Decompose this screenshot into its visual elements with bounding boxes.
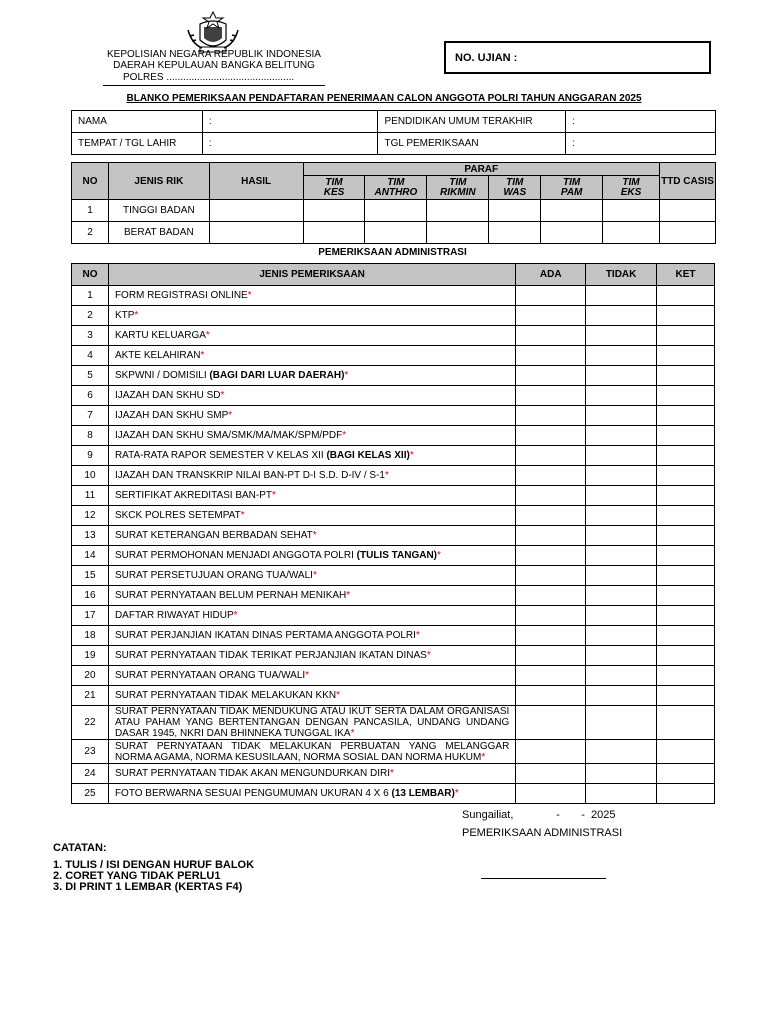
tidak-cell[interactable]	[586, 366, 657, 386]
admin-row-no: 17	[72, 606, 109, 626]
ada-cell[interactable]	[516, 366, 586, 386]
ket-cell[interactable]	[657, 646, 715, 666]
table-row	[72, 366, 715, 386]
ket-cell[interactable]	[657, 764, 715, 784]
ttd-cell[interactable]	[659, 200, 715, 222]
table-row	[72, 646, 715, 666]
ada-cell[interactable]	[516, 426, 586, 446]
table-row	[72, 706, 715, 740]
header-polres: POLRES ..............................................	[123, 72, 295, 83]
ada-cell[interactable]	[516, 486, 586, 506]
admin-row-text	[108, 740, 515, 764]
admin-section-title: PEMERIKSAAN ADMINISTRASI	[318, 247, 467, 258]
admin-row-no: 19	[72, 646, 109, 666]
name-label: NAMA	[72, 111, 203, 133]
required-asterisk: *	[305, 670, 310, 681]
admin-row-text	[108, 306, 515, 326]
tidak-cell[interactable]	[586, 486, 657, 506]
required-asterisk: *	[272, 490, 276, 501]
admin-exam-table	[71, 263, 715, 804]
required-asterisk: *	[200, 350, 205, 361]
birth-field[interactable]: :	[202, 133, 378, 155]
admin-row-no: 15	[72, 566, 109, 586]
ada-cell[interactable]	[516, 406, 586, 426]
polri-emblem	[182, 10, 244, 54]
admin-row-no: 20	[72, 666, 109, 686]
admin-row-text	[108, 666, 515, 686]
tidak-cell[interactable]	[586, 666, 657, 686]
tidak-cell[interactable]	[586, 386, 657, 406]
ket-cell[interactable]	[657, 446, 715, 466]
table-row	[72, 526, 715, 546]
admin-row-no: 25	[72, 784, 109, 804]
rik-result-cell[interactable]	[209, 222, 303, 244]
admin-row-text	[108, 406, 515, 426]
admin-item-label: SURAT PERSETUJUAN ORANG TUA/WALI	[114, 570, 313, 581]
note-item: 2. CORET YANG TIDAK PERLU1	[53, 870, 221, 882]
paraf-cell[interactable]	[365, 222, 427, 244]
tidak-cell[interactable]	[586, 566, 657, 586]
admin-item-label: SKPWNI / DOMISILI	[114, 370, 210, 381]
table-row	[72, 784, 715, 804]
note-item: 3. DI PRINT 1 LEMBAR (KERTAS F4)	[53, 881, 243, 893]
admin-row-text	[108, 586, 515, 606]
tidak-cell[interactable]	[586, 306, 657, 326]
admin-item-label: SURAT KETERANGAN BERBADAN SEHAT	[114, 530, 313, 541]
ada-cell[interactable]	[516, 506, 586, 526]
ket-cell[interactable]	[657, 566, 715, 586]
admin-item-label: FOTO BERWARNA SESUAI PENGUMUMAN UKURAN 4 X 6	[114, 788, 392, 799]
tidak-cell[interactable]	[586, 426, 657, 446]
ket-cell[interactable]	[657, 506, 715, 526]
ada-cell[interactable]	[516, 740, 586, 764]
tidak-cell[interactable]	[586, 446, 657, 466]
tidak-cell[interactable]	[586, 626, 657, 646]
tim-anthro-header: TIM ANTHRO	[365, 176, 427, 200]
tidak-cell[interactable]	[586, 740, 657, 764]
table-row	[72, 740, 715, 764]
admin-item-label: KTP	[114, 310, 135, 321]
admin-item-label: FORM REGISTRASI ONLINE	[114, 290, 248, 301]
tidak-cell[interactable]	[586, 326, 657, 346]
admin-row-no: 16	[72, 586, 109, 606]
required-asterisk: *	[385, 470, 389, 481]
admin-item-label: RATA-RATA RAPOR SEMESTER V KELAS XII	[114, 450, 327, 461]
ket-cell[interactable]	[657, 346, 715, 366]
admin-table-body	[72, 286, 715, 804]
rik-row-name: BERAT BADAN	[108, 222, 209, 244]
ada-cell[interactable]	[516, 784, 586, 804]
paraf-cell[interactable]	[303, 222, 365, 244]
admin-row-no: 12	[72, 506, 109, 526]
admin-row-no: 11	[72, 486, 109, 506]
table-row	[72, 666, 715, 686]
admin-item-label: SURAT PERNYATAAN TIDAK MELAKUKAN PERBUATAN YANG MELANGGAR NORMA AGAMA, NORMA KESUSILAAN, NORMA SOSIAL DAN NORMA HUKUM	[114, 740, 510, 763]
admin-row-no: 3	[72, 326, 109, 346]
ket-cell[interactable]	[657, 486, 715, 506]
required-asterisk: *	[220, 390, 225, 401]
ket-cell[interactable]	[657, 426, 715, 446]
note-item: 1. TULIS / ISI DENGAN HURUF BALOK	[53, 859, 255, 871]
header-org-line1: KEPOLISIAN NEGARA REPUBLIK INDONESIA	[107, 49, 321, 60]
tidak-cell[interactable]	[586, 546, 657, 566]
paraf-cell[interactable]	[603, 200, 660, 222]
admin-item-note: (TULIS TANGAN)	[356, 550, 438, 561]
required-asterisk: *	[205, 330, 210, 341]
admin-item-label: SURAT PERNYATAAN TIDAK TERIKAT PERJANJIAN IKATAN DINAS	[114, 650, 427, 661]
signature-place-date: Sungailiat, - - 2025	[462, 809, 616, 821]
ket-cell[interactable]	[657, 286, 715, 306]
admin-item-label: IJAZAH DAN TRANSKRIP NILAI BAN-PT D-I S.D. D-IV / S-1	[114, 470, 385, 481]
required-asterisk: *	[312, 570, 317, 581]
table-row	[72, 326, 715, 346]
required-asterisk: *	[312, 530, 317, 541]
admin-item-label: SURAT PERNYATAAN TIDAK MENDUKUNG ATAU IKUT SERTA DALAM ORGANISASI ATAU PAHAM YANG BERTENTANGAN DENGAN PANCASILA, UNDANG UNDANG DASAR 1945, NKRI DAN BHINNEKA TUNGGAL IKA	[114, 706, 510, 739]
ada-cell[interactable]	[516, 446, 586, 466]
admin-row-no: 24	[72, 764, 109, 784]
admin-row-text	[108, 526, 515, 546]
required-asterisk: *	[437, 550, 441, 561]
tidak-cell[interactable]	[586, 506, 657, 526]
admin-row-text	[108, 446, 515, 466]
paraf-cell[interactable]	[303, 200, 365, 222]
required-asterisk: *	[389, 768, 394, 779]
ket-cell[interactable]	[657, 686, 715, 706]
table-row	[72, 586, 715, 606]
admin-item-label: SURAT PERJANJIAN IKATAN DINAS PERTAMA ANGGOTA POLRI	[114, 630, 416, 641]
ket-cell[interactable]	[657, 466, 715, 486]
table-row	[72, 606, 715, 626]
document-title: BLANKO PEMERIKSAAN PENDAFTARAN PENERIMAAN CALON ANGGOTA POLRI TAHUN ANGGARAN 2025	[126, 93, 642, 104]
ada-cell[interactable]	[516, 566, 586, 586]
rik-no-header: NO	[72, 163, 109, 200]
table-row	[72, 506, 715, 526]
required-asterisk: *	[409, 450, 414, 461]
admin-row-text	[108, 706, 515, 740]
admin-no-header: NO	[72, 264, 109, 286]
admin-row-no: 23	[72, 740, 109, 764]
admin-row-text	[108, 506, 515, 526]
table-row	[72, 426, 715, 446]
ket-cell[interactable]	[657, 586, 715, 606]
admin-item-note: (BAGI KELAS XII)	[326, 450, 410, 461]
exam-date-field[interactable]: :	[566, 133, 716, 155]
tidak-cell[interactable]	[586, 706, 657, 740]
table-row	[72, 386, 715, 406]
ket-cell[interactable]	[657, 626, 715, 646]
rik-result-header: HASIL	[209, 163, 303, 200]
admin-row-no: 13	[72, 526, 109, 546]
ttd-casis-header: TTD CASIS	[659, 163, 715, 200]
tim-was-header: TIM WAS	[489, 176, 541, 200]
tidak-cell[interactable]	[586, 466, 657, 486]
admin-row-text	[108, 764, 515, 784]
admin-row-text	[108, 426, 515, 446]
admin-row-text	[108, 686, 515, 706]
tidak-cell[interactable]	[586, 764, 657, 784]
admin-row-no: 14	[72, 546, 109, 566]
tim-kes-header: TIM KES	[303, 176, 365, 200]
tidak-cell[interactable]	[586, 526, 657, 546]
exam-date-label: TGL PEMERIKSAAN	[378, 133, 566, 155]
ada-cell[interactable]	[516, 286, 586, 306]
admin-item-note: (13 LEMBAR)	[391, 788, 455, 799]
admin-item-label: SURAT PERNYATAAN ORANG TUA/WALI	[114, 670, 306, 681]
admin-row-no: 18	[72, 626, 109, 646]
education-field[interactable]: :	[566, 111, 716, 133]
ket-cell[interactable]	[657, 366, 715, 386]
required-asterisk: *	[426, 650, 431, 661]
admin-row-text	[108, 346, 515, 366]
ada-cell[interactable]	[516, 666, 586, 686]
required-asterisk: *	[415, 630, 420, 641]
ada-cell[interactable]	[516, 466, 586, 486]
rik-row-no: 2	[72, 222, 109, 244]
ket-cell[interactable]	[657, 740, 715, 764]
admin-item-label: DAFTAR RIWAYAT HIDUP	[114, 610, 234, 621]
table-row	[72, 566, 715, 586]
tidak-cell[interactable]	[586, 346, 657, 366]
paraf-cell[interactable]	[541, 222, 603, 244]
education-label: PENDIDIKAN UMUM TERAKHIR	[378, 111, 566, 133]
exam-number-label: NO. UJIAN :	[455, 52, 518, 64]
admin-row-no: 4	[72, 346, 109, 366]
admin-row-text	[108, 486, 515, 506]
admin-tidak-header: TIDAK	[586, 264, 657, 286]
admin-row-no: 10	[72, 466, 109, 486]
header-divider	[103, 85, 325, 86]
ket-cell[interactable]	[657, 706, 715, 740]
admin-item-label: SERTIFIKAT AKREDITASI BAN-PT	[114, 490, 273, 501]
rik-row-no: 1	[72, 200, 109, 222]
admin-row-text	[108, 546, 515, 566]
admin-row-no: 8	[72, 426, 109, 446]
required-asterisk: *	[247, 290, 252, 301]
ada-cell[interactable]	[516, 586, 586, 606]
ada-cell[interactable]	[516, 764, 586, 784]
tim-rikmin-header: TIM RIKMIN	[427, 176, 489, 200]
table-row	[72, 686, 715, 706]
required-asterisk: *	[336, 690, 341, 701]
table-row	[72, 466, 715, 486]
admin-row-no: 22	[72, 706, 109, 740]
signature-role: PEMERIKSAAN ADMINISTRASI	[462, 827, 623, 839]
notes-list	[53, 860, 254, 893]
ada-cell[interactable]	[516, 646, 586, 666]
admin-item-label: IJAZAH DAN SKHU SD	[114, 390, 221, 401]
tidak-cell[interactable]	[586, 586, 657, 606]
admin-row-text	[108, 646, 515, 666]
ket-cell[interactable]	[657, 784, 715, 804]
name-field[interactable]: :	[202, 111, 378, 133]
rik-result-cell[interactable]	[209, 200, 303, 222]
tidak-cell[interactable]	[586, 686, 657, 706]
admin-row-text	[108, 386, 515, 406]
signature-line	[481, 878, 606, 879]
table-row	[72, 406, 715, 426]
ada-cell[interactable]	[516, 686, 586, 706]
required-asterisk: *	[454, 788, 459, 799]
admin-row-no: 6	[72, 386, 109, 406]
table-row	[72, 764, 715, 784]
table-row	[72, 306, 715, 326]
table-row	[72, 286, 715, 306]
admin-row-text	[108, 366, 515, 386]
tidak-cell[interactable]	[586, 784, 657, 804]
ket-cell[interactable]	[657, 606, 715, 626]
header-org-line2: DAERAH KEPULAUAN BANGKA BELITUNG	[113, 60, 315, 71]
tidak-cell[interactable]	[586, 286, 657, 306]
ada-cell[interactable]	[516, 346, 586, 366]
physical-exam-table	[71, 162, 716, 244]
table-row	[72, 546, 715, 566]
admin-item-label: SKCK POLRES SETEMPAT	[114, 510, 241, 521]
tim-eks-header: TIM EKS	[603, 176, 660, 200]
admin-item-label: SURAT PERMOHONAN MENJADI ANGGOTA POLRI	[114, 550, 357, 561]
admin-item-label: KARTU KELUARGA	[114, 330, 206, 341]
admin-row-text	[108, 326, 515, 346]
table-row	[72, 626, 715, 646]
tidak-cell[interactable]	[586, 406, 657, 426]
paraf-header: PARAF	[303, 163, 659, 176]
admin-row-no: 5	[72, 366, 109, 386]
admin-item-label: SURAT PERNYATAAN BELUM PERNAH MENIKAH	[114, 590, 347, 601]
admin-row-no: 2	[72, 306, 109, 326]
admin-item-label: SURAT PERNYATAAN TIDAK MELAKUKAN KKN	[114, 690, 337, 701]
table-row	[72, 200, 716, 222]
required-asterisk: *	[344, 370, 349, 381]
admin-row-no: 7	[72, 406, 109, 426]
admin-row-text	[108, 286, 515, 306]
admin-item-label: IJAZAH DAN SKHU SMA/SMK/MA/MAK/SPM/PDF	[114, 430, 343, 441]
ada-cell[interactable]	[516, 306, 586, 326]
identity-table	[71, 110, 716, 155]
admin-row-no: 9	[72, 446, 109, 466]
ket-cell[interactable]	[657, 326, 715, 346]
paraf-cell[interactable]	[489, 222, 541, 244]
ada-cell[interactable]	[516, 706, 586, 740]
table-row	[72, 346, 715, 366]
exam-number-box[interactable]	[444, 41, 711, 74]
required-asterisk: *	[481, 751, 486, 763]
paraf-cell[interactable]	[489, 200, 541, 222]
required-asterisk: *	[228, 410, 233, 421]
table-row	[72, 446, 715, 466]
ada-cell[interactable]	[516, 606, 586, 626]
required-asterisk: *	[342, 430, 347, 441]
required-asterisk: *	[350, 728, 355, 739]
admin-row-text	[108, 466, 515, 486]
admin-row-no: 1	[72, 286, 109, 306]
tim-pam-header: TIM PAM	[541, 176, 603, 200]
admin-row-text	[108, 606, 515, 626]
admin-item-note: (BAGI DARI LUAR DAERAH)	[209, 370, 345, 381]
paraf-cell[interactable]	[603, 222, 660, 244]
required-asterisk: *	[346, 590, 351, 601]
ttd-cell[interactable]	[659, 222, 715, 244]
admin-type-header: JENIS PEMERIKSAAN	[108, 264, 515, 286]
admin-item-label: SURAT PERNYATAAN TIDAK AKAN MENGUNDURKAN DIRI	[114, 768, 390, 779]
ket-cell[interactable]	[657, 546, 715, 566]
table-row	[72, 486, 715, 506]
ada-cell[interactable]	[516, 546, 586, 566]
paraf-cell[interactable]	[427, 200, 489, 222]
paraf-cell[interactable]	[541, 200, 603, 222]
birth-label: TEMPAT / TGL LAHIR	[72, 133, 203, 155]
admin-row-text	[108, 784, 515, 804]
admin-row-text	[108, 626, 515, 646]
ket-cell[interactable]	[657, 306, 715, 326]
rik-type-header: JENIS RIK	[108, 163, 209, 200]
admin-item-label: IJAZAH DAN SKHU SMP	[114, 410, 229, 421]
ada-cell[interactable]	[516, 326, 586, 346]
ada-cell[interactable]	[516, 526, 586, 546]
required-asterisk: *	[134, 310, 139, 321]
table-row	[72, 222, 716, 244]
tidak-cell[interactable]	[586, 646, 657, 666]
tidak-cell[interactable]	[586, 606, 657, 626]
ket-cell[interactable]	[657, 386, 715, 406]
required-asterisk: *	[233, 610, 238, 621]
admin-row-text	[108, 566, 515, 586]
admin-ket-header: KET	[657, 264, 715, 286]
ket-cell[interactable]	[657, 406, 715, 426]
admin-row-no: 21	[72, 686, 109, 706]
admin-ada-header: ADA	[516, 264, 586, 286]
ket-cell[interactable]	[657, 666, 715, 686]
required-asterisk: *	[240, 510, 245, 521]
notes-title: CATATAN:	[53, 842, 107, 854]
ket-cell[interactable]	[657, 526, 715, 546]
paraf-cell[interactable]	[365, 200, 427, 222]
ada-cell[interactable]	[516, 626, 586, 646]
rik-row-name: TINGGI BADAN	[108, 200, 209, 222]
admin-item-label: AKTE KELAHIRAN	[114, 350, 201, 361]
paraf-cell[interactable]	[427, 222, 489, 244]
ada-cell[interactable]	[516, 386, 586, 406]
